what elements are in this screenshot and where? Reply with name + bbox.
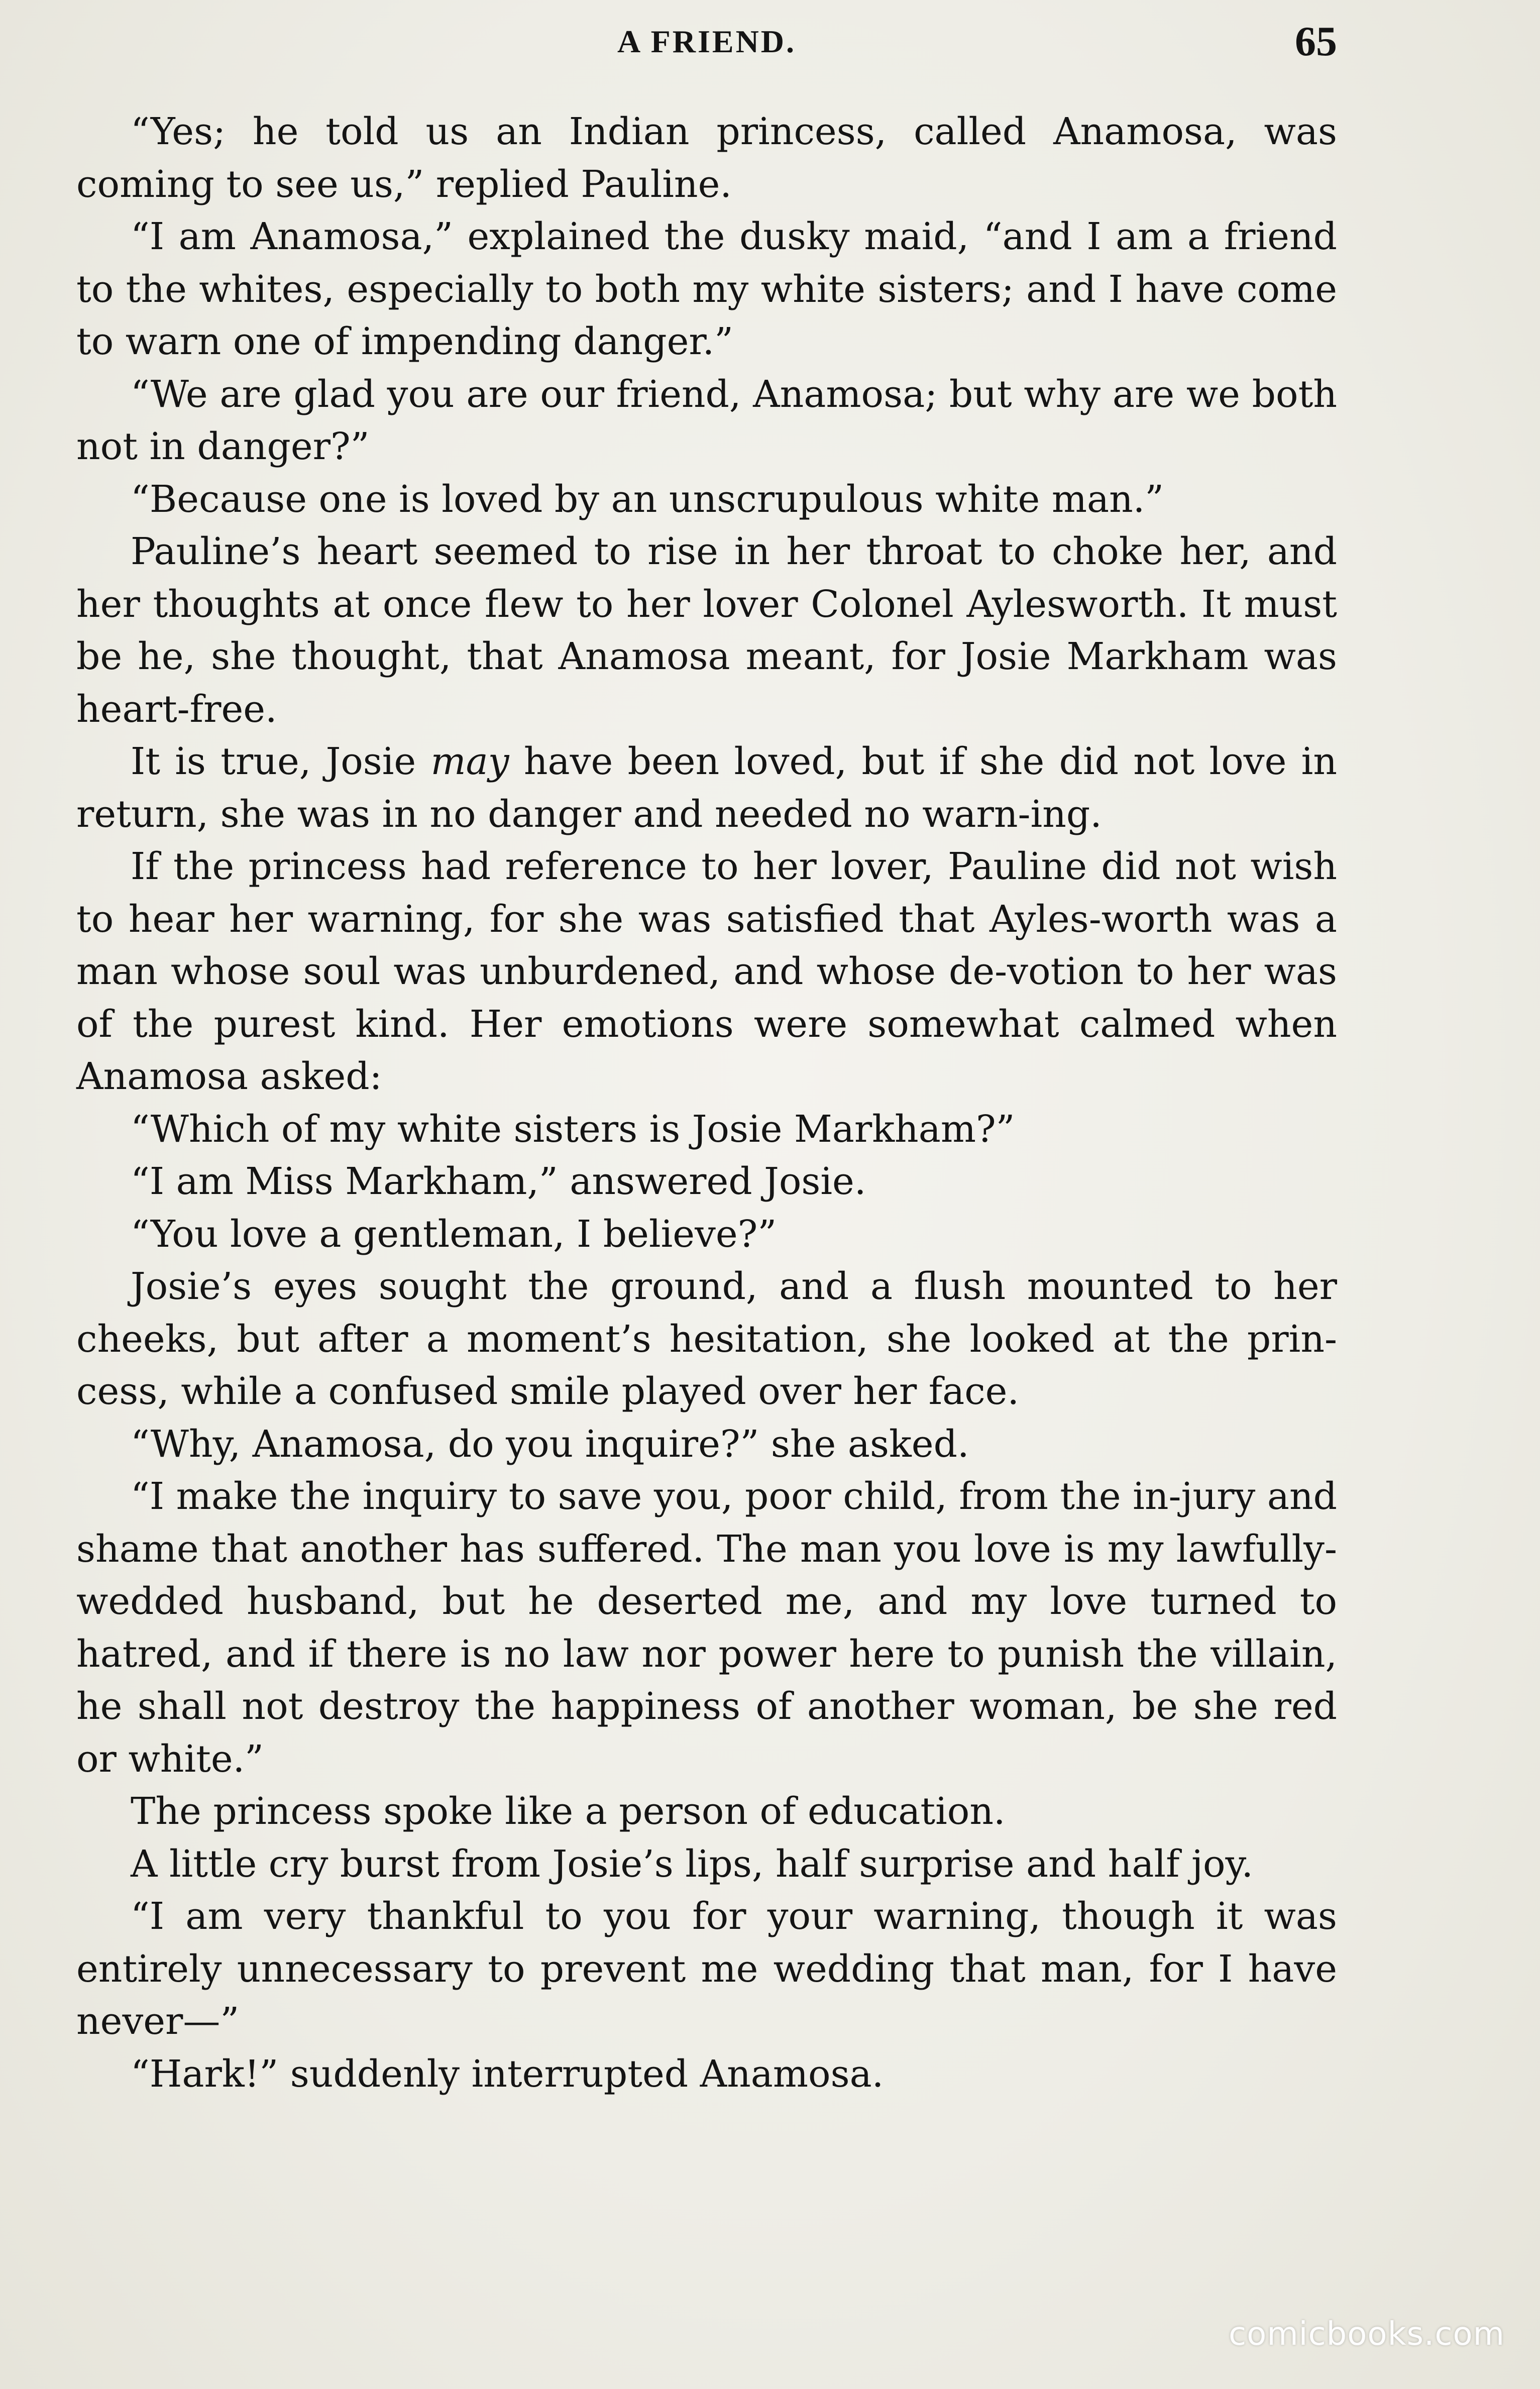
page-number: 65 xyxy=(1295,18,1337,65)
paragraph: The princess spoke like a person of education. xyxy=(131,1790,1006,1833)
paragraph: “I am Anamosa,” explained the dusky maid, “and I am a friend to the whites, especially to both my white sisters; and I have come to warn one of impending danger.” xyxy=(76,215,1337,363)
paragraph: Josie’s eyes sought the ground, and a flush mounted to her cheeks, but after a moment’s hesitation, she looked at the prin-cess, while a confused smile played over her face. xyxy=(76,1265,1337,1413)
body-text xyxy=(76,105,1337,2100)
paragraph: “Yes; he told us an Indian princess, called Anamosa, was coming to see us,” replied Pauline. xyxy=(76,110,1337,206)
paragraph: “You love a gentleman, I believe?” xyxy=(131,1212,777,1256)
paragraph xyxy=(76,735,1337,840)
watermark: comicbooks.com xyxy=(1228,2316,1505,2353)
paragraph-text: It is true, Josie xyxy=(131,740,431,783)
paragraph: “Hark!” suddenly interrupted Anamosa. xyxy=(131,2052,884,2096)
paragraph: Pauline’s heart seemed to rise in her throat to choke her, and her thoughts at once flew to her lover Colonel Aylesworth. It must be he, she thought, that Anamosa meant, for Josie Markham was heart-free. xyxy=(76,530,1337,731)
paragraph-text: have been loved, but if she did not love in return, she was in no danger and needed no warn-ing. xyxy=(76,740,1337,836)
paragraph: “I am very thankful to you for your warning, though it was entirely unnecessary to prevent me wedding that man, for I have never—” xyxy=(76,1895,1337,2043)
paragraph: A little cry burst from Josie’s lips, half surprise and half joy. xyxy=(131,1842,1254,1886)
paragraph: If the princess had reference to her lover, Pauline did not wish to hear her warning, for she was satisfied that Ayles-worth was a man whose soul was unburdened, and whose de-votion to her was of the purest kind. Her emotions were somewhat calmed when Anamosa asked: xyxy=(76,845,1337,1098)
emphasized-word: may xyxy=(430,740,509,783)
page-header xyxy=(76,14,1337,69)
paragraph: “Why, Anamosa, do you inquire?” she asked. xyxy=(131,1422,969,1466)
paragraph: “We are glad you are our friend, Anamosa; but why are we both not in danger?” xyxy=(76,372,1337,468)
paragraph: “Because one is loved by an unscrupulous white man.” xyxy=(131,477,1164,521)
paragraph: “Which of my white sisters is Josie Markham?” xyxy=(131,1107,1015,1151)
paragraph: “I am Miss Markham,” answered Josie. xyxy=(131,1160,866,1203)
running-head: A FRIEND. xyxy=(617,24,797,59)
paragraph: “I make the inquiry to save you, poor child, from the in-jury and shame that another has suffered. The man you love is my lawfully-wedded husband, but he deserted me, and my love turned to hatred, and if there is no law nor power here to punish the villain, he shall not destroy the happiness of another woman, be she red or white.” xyxy=(76,1475,1337,1781)
